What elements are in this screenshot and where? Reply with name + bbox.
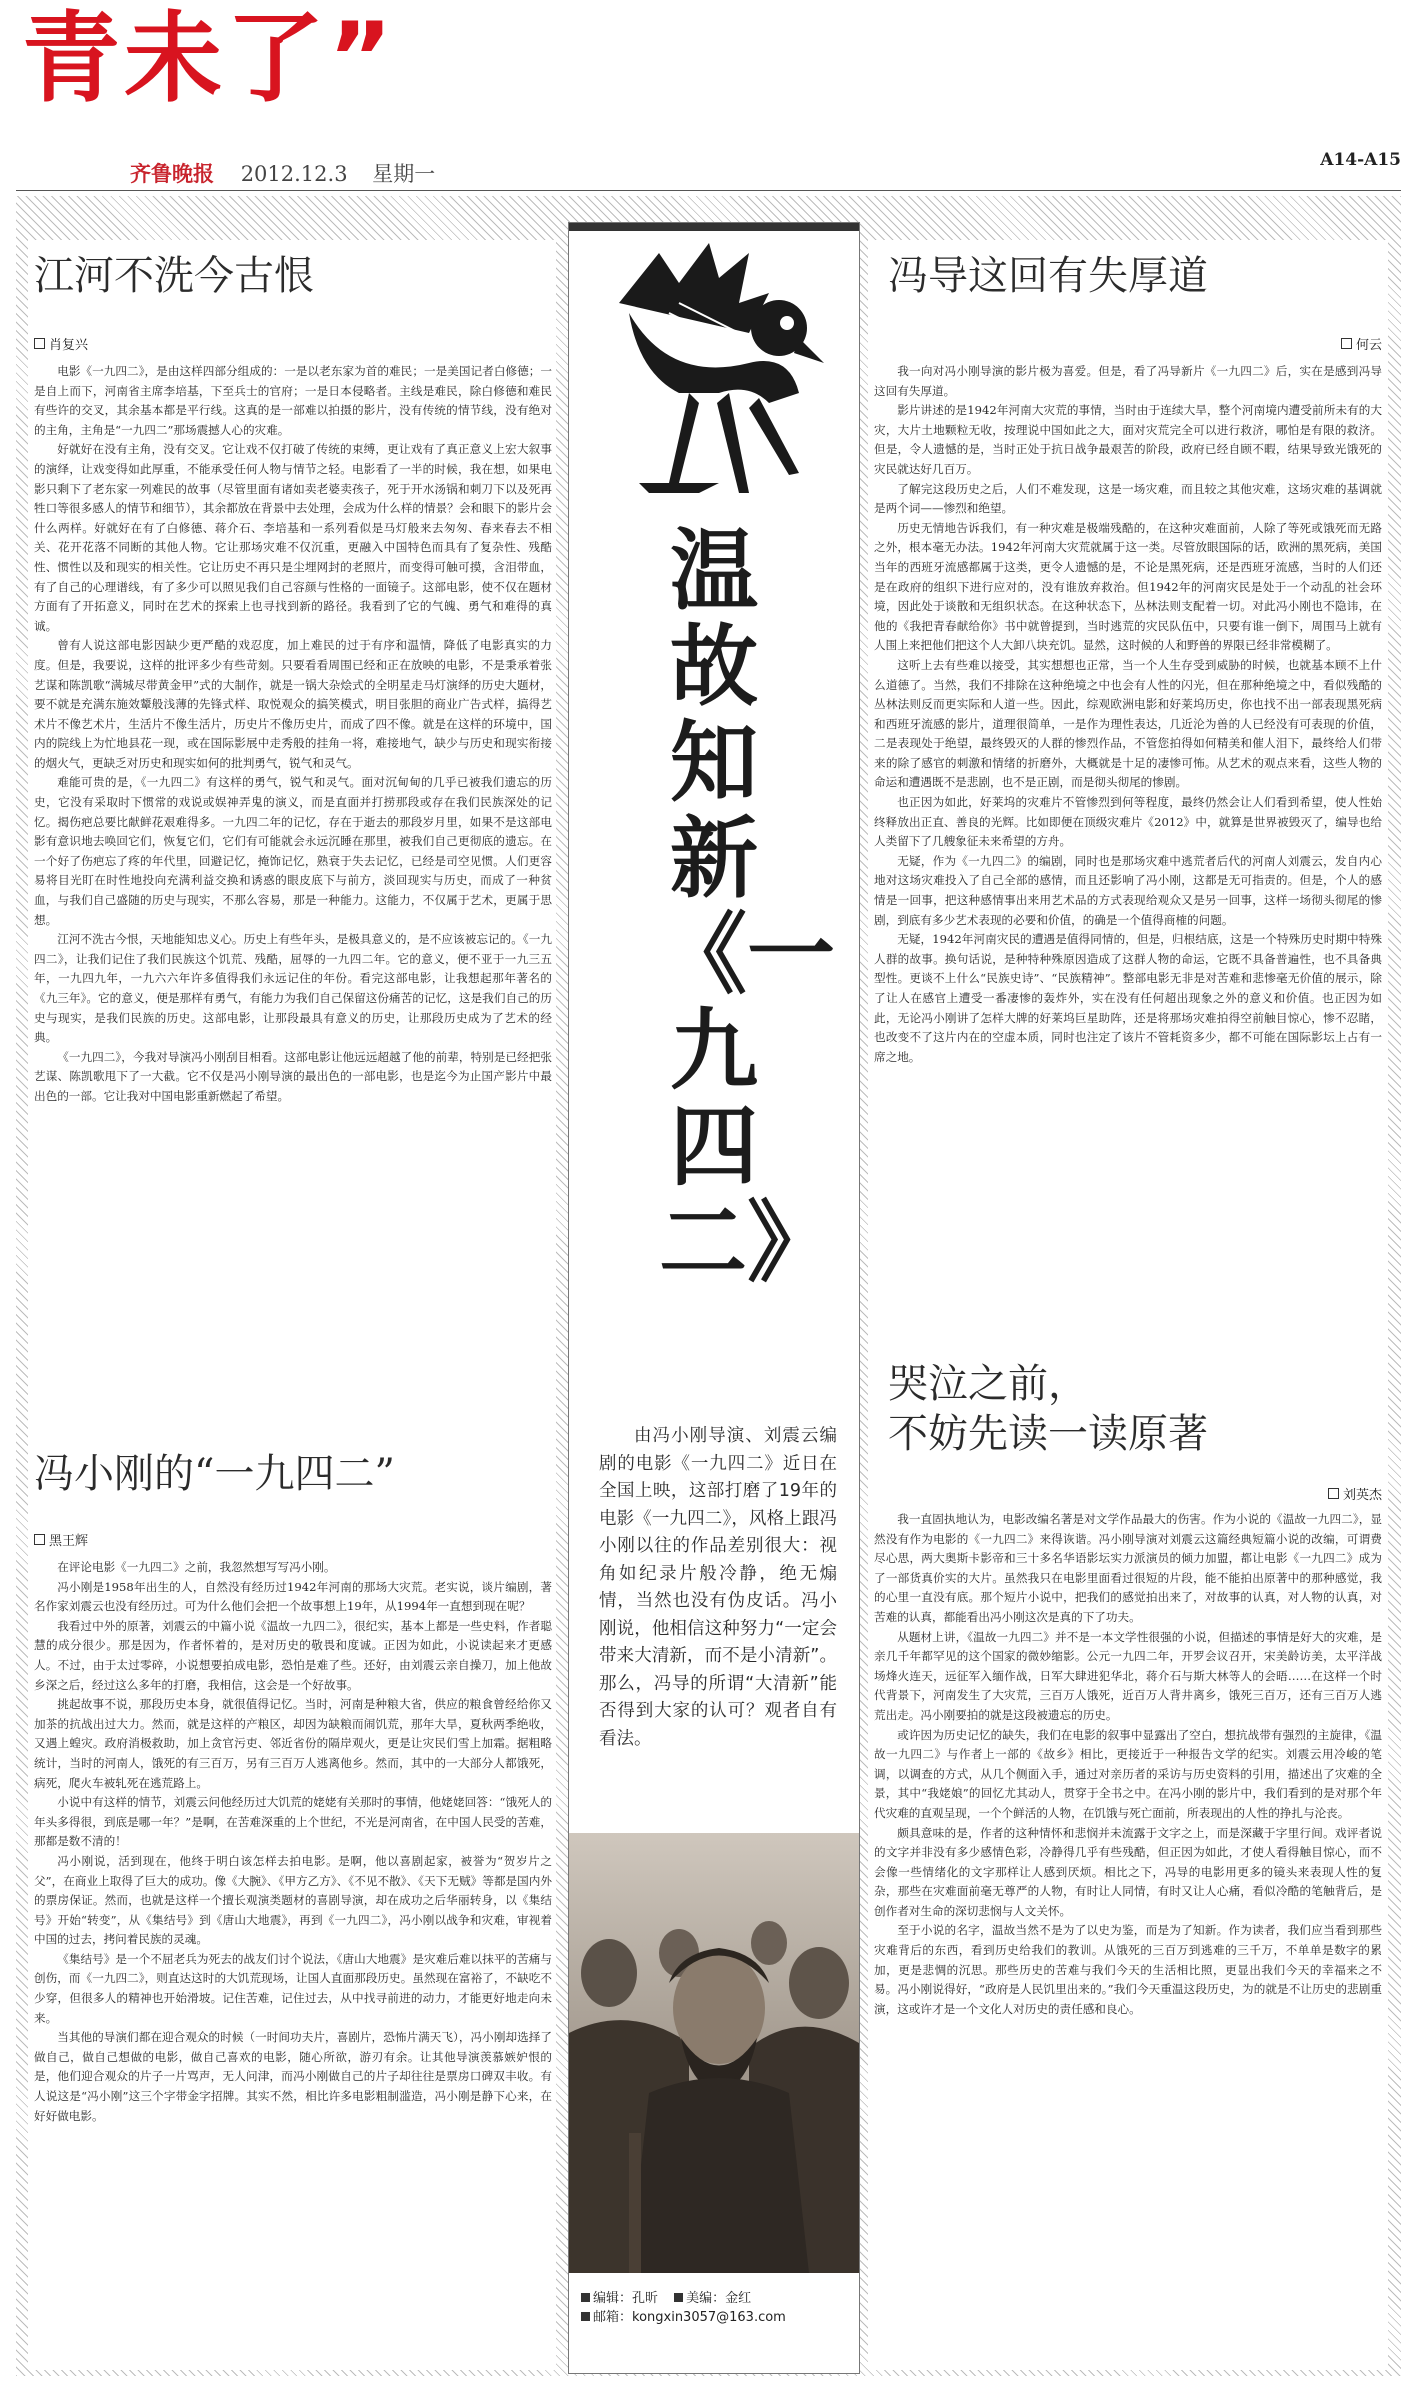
credit-box-icon (581, 2293, 590, 2302)
article-body (874, 1510, 1382, 2360)
paragraph: 从题材上讲，《温故一九四二》并不是一本文学性很强的小说，但描述的事情是好大的灾难，是亲几千年都罕见的这个国家的微妙缩影。公元一九四二年，开罗会议召开，宋美龄访美，太平洋战场烽火连天，远征军入缅作战，日军大肆进犯华北，蒋介石与斯大林等人的会晤……在这样一个时代背景下，河南发生了大灾荒，三百万人饿死，近百万人背井离乡，饿死三百万，还有三百万人逃荒出走。冯小刚要拍的就是这段被遗忘的历史。 (874, 1629, 1382, 1722)
author-name: 何云 (1355, 338, 1382, 353)
author-name: 刘英杰 (1342, 1488, 1382, 1503)
article-author (34, 1530, 88, 1549)
author-name: 黑王辉 (49, 1534, 89, 1549)
byline-box-icon (1341, 338, 1352, 349)
paragraph: 或许因为历史记忆的缺失，我们在电影的叙事中显露出了空白，想抗战带有强烈的主旋律，《温故一九四二》与作者上一部的《故乡》相比，更接近于一种报告文学的纪实。刘震云用冷峻的笔调，以调查的方式，从几个侧面入手，通过对亲历者的采访与历史资料的引用，描述出了灾难的全景，其中“我姥娘”的回忆尤其动人，贯穿于全书之中。在冯小刚的影片中，我们看到的是对那个年代灾难的直观呈现，一个个鲜活的人物，在饥饿与死亡面前，所表现出的人性的挣扎与沦丧。 (874, 1727, 1382, 1820)
paragraph: 江河不洗古今恨，天地能知忠义心。历史上有些年头，是极具意义的，是不应该被忘记的。《一九四二》，让我们记住了我们民族这个饥荒、残酷，屈辱的一九四二年。它的意义，便不亚于一九三五年，一九四九年，一九六六年许多值得我们永远记住的年份。看完这部电影，让我想起那年著名的《九三年》。它的意义，便是那样有勇气，有能力为我们自己保留这份痛苦的记忆，这是我们自己的历史与现实，是我们民族的历史。这部电影，让那段最具有意义的历史，让那段历史成为了艺术的经典。 (34, 932, 552, 1045)
issue-date: 2012.12.3 (240, 162, 348, 186)
paragraph: 历史无情地告诉我们，有一种灾难是极端残酷的，在这种灾难面前，人除了等死或饿死而无路之外，根本毫无办法。1942年河南大灾荒就属于这一类。尽管放眼国际的话，欧洲的黑死病，美国当年的西班牙流感都属于这类，更令人遗憾的是，不论是黑死病，还是西班牙流感，当时的人们还是在政府的组织下进行应对的，没有谁放弃救治。但1942年的河南灾民是处于一个动乱的社会环境，因此处于谈散和无组织状态。在这种状态下，丛林法则支配着一切。对此冯小刚也不隐讳，在他的《我把青春献给你》书中就曾提到，当时逃荒的灾民队伍中，只要有谁一倒下，周围马上就有人围上来把他们把这个人大卸八块充饥。显然，这时候的人和野兽的界限已经非常模糊了。 (874, 520, 1382, 653)
byline-box-icon (1328, 1488, 1339, 1499)
paragraph: 我一直固执地认为，电影改编名著是对文学作品最大的伤害。作为小说的《温故一九四二》，显然没有作为电影的《一九四二》来得诙谐。冯小刚导演对刘震云这篇经典短篇小说的改编，可谓费尽心思，两大奥斯卡影帝和三十多名华语影坛实力派演员的倾力加盟，都让电影《一九四二》成为了一部货真价实的大片。虽然我只在电影里面看过很短的片段，能不能拍出原著中的那种感觉，我的心里一直没有底。那个短片小说中，把我们的感觉拍出来了，对故事的认真，对人物的认真，对苦难的认真，都能看出冯小刚这次是真的下了功夫。 (874, 1512, 1382, 1624)
paragraph: 这听上去有些难以接受，其实想想也正常，当一个人生存受到威胁的时候，也就基本顾不上什么道德了。当然，我们不排除在这种绝境之中也会有人性的闪光，但在那种绝境之中，看似残酷的丛林法则反而更实际和人道一些。因此，综观欧洲电影和好莱坞历史，你也找不出一部表现黑死病和西班牙流感的影片，道理很简单，一是作为理性表达，几近沦为兽的人已经没有可表现的价值，二是表现处于绝望，最终毁灭的人群的惨烈作品，不管您拍得如何精美和催人泪下，最终给人们带来的除了感官的刺激和情绪的折磨外，大概就是十足的凄惨可怖。从艺术的观点来看，这些人物的命运和遭遇既不是悲剧，也不是正剧，而是彻头彻尾的惨剧。 (874, 657, 1382, 790)
article-title-line-1: 哭泣之前， (888, 1361, 1088, 1407)
paragraph: 冯小刚是1958年出生的人，自然没有经历过1942年河南的那场大灾荒。老实说，谈片编剧，著名作家刘震云也没有经历过。可为什么他们会把一个故事想上19年，从1994年一直想到现在呢？ (34, 1579, 552, 1614)
byline-box-icon (34, 338, 45, 349)
article-title: 江河不洗今古恨 (34, 253, 314, 299)
paragraph: 小说中有这样的情节，刘震云问他经历过大饥荒的姥姥有关那时的事情，他姥姥回答：“饿死人的年头多得很，到底是哪一年？”是啊，在苦难深重的上个世纪，不光是河南省，在中国人民受的苦难，那都是数不清的！ (34, 1795, 552, 1849)
article-title: 冯小刚的“一九四二” (34, 1451, 395, 1497)
paragraph: 冯小刚说，活到现在，他终于明白该怎样去拍电影。是啊，他以喜剧起家，被誉为“贺岁片之父”，在商业上取得了巨大的成功。像《大腕》、《甲方乙方》、《不见不散》、《天下无贼》等都是国内外的票房保证。然而，也就是这样一个擅长观演类题材的喜剧导演，却在成功之后华丽转身，以《集结号》开始“转变”，从《集结号》到《唐山大地震》，再到《一九四二》，冯小刚以战争和灾难，审视着中国的过去，拷问着民族的灵魂。 (34, 1853, 552, 1947)
article-author (34, 334, 88, 353)
article-title-line-2: 不妨先读一读原著 (888, 1411, 1208, 1457)
editor-name: 编辑：孔昕 (593, 2291, 659, 2306)
paragraph: 颇具意味的是，作者的这种情怀和悲悯并未流露于文字之上，而是深藏于字里行间。戏评者说的文字并非没有多少感情色彩，冷静得几乎有些残酷，但正因为如此，才使人看得触目惊心，而不会像一些情绪化的文字那样让人感到厌烦。相比之下，冯导的电影用更多的镜头来表现人性的复杂，那些在灾难面前毫无尊严的人物，有时让人同情，有时又让人心痛，看似冷酷的笔触背后，是创作者对生命的深切悲悯与人文关怀。 (874, 1825, 1382, 1918)
editor-credits (581, 2289, 786, 2327)
feature-intro: 由冯小刚导演、刘震云编剧的电影《一九四二》近日在全国上映，这部打磨了19年的电影《一九四二》，风格上跟冯小刚以往的作品差别很大：视角如纪录片般冷静，绝无煽情，当然也没有伪皮话。冯小刚说，他相信这种努力“一定会带来大清新，而不是小清新”。那么，冯导的所谓“大清新”能否得到大家的认可？观者自有看法。 (599, 1426, 837, 1749)
woodcut-creature-illustration (599, 243, 829, 533)
film-still-photo (569, 1833, 859, 2273)
paragraph: 也正因为如此，好莱坞的灾难片不管惨烈到何等程度，最终仍然会让人们看到希望，使人性始终释放出正直、善良的光辉。比如即便在顶级灾难片《2012》中，就算是世界被毁灭了，编导也给人类留下了几艘象征未来希望的方舟。 (874, 795, 1382, 849)
author-name: 肖复兴 (49, 338, 89, 353)
paragraph: 好就好在没有主角，没有交叉。它让戏不仅打破了传统的束缚，更让戏有了真正意义上宏大叙事的演绎，让戏变得如此厚重，不能承受任何人物与情节之轻。电影看了一半的时候，我在想，如果电影只剩下了老东家一列难民的故事（尽管里面有诸如卖老婆卖孩子，死于开水汤锅和刺刀下以及死再牲口等很多感人的情节和细节），其余都放在背景中去处理，会成为什么样的情景？会和眼下的影片会什么两样。好就好在有了白修德、蒋介石、李培基和一系列看似是马灯般来去匆匆、春来春去不相关、花开花落不同断的其他人物。它让那场灾难不仅沉重，更融入中国特色而具有了复杂性、残酷性、惯性以及和现实的相关性。它让历史不再只是尘埋网封的老照片，而变得可触可摸，含泪带血，有了自己的心理谱线，有了多少可以照见我们自己容颜与性格的一面镜子。这部电影，使不仅在题材方面有了开拓意义，同时在艺术的探索上也寻找到新的路径。我看到了它的气魄、勇气和难得的真诚。 (34, 442, 552, 633)
paragraph: 挑起故事不说，那段历史本身，就很值得记忆。当时，河南是种粮大省，供应的粮食曾经给你又加茶的抗战出过大力。然而，就是这样的产粮区，却因为缺粮而闹饥荒，那年大旱，夏秋两季绝收，又遇上蝗灾。政府消极救助，加上贪官污吏、邻近省份的隔岸观火，更是让灾民们雪上加霜。据粗略统计，当时的河南人，饿死的有三百万，另有三百万人逃离他乡。然而，其中的一大部分人都饿死，病死，爬火车被轧死在逃荒路上。 (34, 1697, 552, 1790)
credit-box-icon (581, 2312, 590, 2321)
article-author (1328, 1484, 1382, 1503)
paragraph: 了解完这段历史之后，人们不难发现，这是一场灾难，而且较之其他灾难，这场灾难的基调就是两个词——惨烈和绝望。 (874, 481, 1382, 516)
paragraph: 在评论电影《一九四二》之前，我忽然想写写冯小刚。 (57, 1560, 336, 1574)
feature-headline: 温故知新《一九四二》 (659, 519, 836, 1294)
editor-email: 邮箱：kongxin3057@163.com (593, 2310, 786, 2325)
paragraph: 我看过中外的原著，刘震云的中篇小说《温故一九四二》，很纪实，基本上都是一些史料，作者聪慧的成分很少。那是因为，作者怀着的，是对历史的敬畏和度诚。正因为如此，小说读起来才更感人。不过，由于太过零碎，小说想要拍成电影，恐怕是难了些。还好，由刘震云亲自操刀，加上他故乡深之后，经过这么多年的打磨，我相信，这会是一个好故事。 (34, 1618, 552, 1692)
paragraph: 无疑，作为《一九四二》的编剧，同时也是那场灾难中逃荒者后代的河南人刘震云，发自内心地对这场灾难投入了自己全部的感情，而且还影响了冯小刚，这都是无可指责的。但是，个人的感情是一回事，把这种感情事出来用艺术品的方式表现给观众又是另一回事，这样一场彻头彻尾的惨剧，到底有多少艺术表现的必要和价值，的确是一个值得商榷的问题。 (874, 853, 1382, 927)
article-author (1341, 334, 1382, 353)
paper-name: 齐鲁晚报 (130, 161, 214, 186)
paragraph: 我一向对冯小刚导演的影片极为喜爱。但是，看了冯导新片《一九四二》后，实在是感到冯导这回有失厚道。 (874, 364, 1382, 398)
paragraph: 至于小说的名字，温故当然不是为了以史为鉴，而是为了知新。作为读者，我们应当看到那些灾难背后的东西，看到历史给我们的教训。从饿死的三百万到逃难的三千万，不单单是数字的累加，更是悲惆的沉思。那些历史的苦难与我们今天的生活相比照，更显出我们今天的幸福来之不易。冯小刚说得好，“政府是人民饥里出来的。”我们今天重温这段历史，为的就是不让历史的悲剧重演，这或许才是一个文化人对历史的责任感和良心。 (874, 1923, 1382, 2016)
paragraph: 电影《一九四二》，是由这样四部分组成的：一是以老东家为首的难民；一是美国记者白修德；一是自上而下，河南省主席李培基，下至兵士的官府；一是日本侵略者。主线是难民，除白修德和难民有些许的交叉，其余基本都是平行线。这真的是一部难以拍摄的影片，没有传统的情节线，没有绝对的主角，主角是“一九四二”那场震撼人心的灾难。 (34, 364, 552, 437)
center-feature-panel (568, 222, 860, 2374)
paragraph: 《一九四二》，今我对导演冯小刚刮目相看。这部电影让他远远超越了他的前辈，特别是已经把张艺谋、陈凯歌甩下了一大截。它不仅是冯小刚导演的最出色的一部电影，也是迄今为止国产影片中最出色的一部。它让我对中国电影重新燃起了希望。 (34, 1049, 552, 1103)
center-top-bar (569, 223, 859, 231)
credit-box-icon (674, 2293, 683, 2302)
article-body (34, 1558, 552, 2358)
article-body (34, 362, 552, 1492)
paragraph: 难能可贵的是，《一九四二》有这样的勇气，锐气和灵气。面对沉甸甸的几乎已被我们遗忘的历史，它没有采取时下惯常的戏说或娱神弄鬼的演义，而是直面并打捞那段或存在我们民族深处的记忆。揭伤疤总要比献鲜花艰难得多。一九四二年的记忆，存在于逝去的那段岁月里，如果不是这部电影有意识地去唤回它们，恢复它们，它们有可能就会永远沉睡在那里，被我们自己更彻底的遗忘。在一个好了伤疤忘了疼的年代里，回避记忆，掩饰记忆，熟衰于失去记忆，已经是司空见惯。人们更容易将目光盯在时性地投向充满利益交换和诱惑的眼皮底下与前方，淡回现实与历史，而成了一种贫血，与我们自己盛随的历史与现实，不那么容易，那是一种能力。这能力，不仅属于艺术，更属于思想。 (34, 775, 552, 927)
paragraph: 曾有人说这部电影因缺少更严酷的戏忍度，加上难民的过于有序和温情，降低了电影真实的力度。但是，我要说，这样的批评多少有些苛刻。只要看看周围已经和正在放映的电影，不是秉承着张艺谋和陈凯歌“满城尽带黄金甲”式的大制作，就是一锅大杂烩式的全明星走马灯演绎的历史大题材，要不就是充满东施效颦般浅薄的先锋式样、取悦观众的搞笑模式，明目张胆的商业广告式样，搞得艺术片不像艺术片，生活片不像生活片，历史片不像历史片，而成了四不像。就是在这样的环境中，国内的院线上为忙地县花一现，或在国际影展中走秀般的挂角一将，难接地气，缺少与历史和现实衔接的烟火气，更缺乏对历史和现实如何的批判勇气，锐气和灵气。 (34, 638, 552, 770)
article-body (874, 362, 1382, 1432)
paragraph: 无疑，1942年河南灾民的遭遇是值得同情的，但是，归根结底，这是一个特殊历史时期中特殊人群的故事。换句话说，是种特种殊原因造成了这群人物的命运，它既不具备普遍性，也不具备典型性。更谈不上什么“民族史诗”、“民族精神”。整部电影无非是对苦难和悲惨毫无价值的展示，除了让人在感官上遭受一番凄惨的轰炸外，实在没有任何超出现象之外的意义和价值。也正因为如此，无论冯小刚讲了怎样大牌的好莱坞巨星助阵，还是将那场灾难拍得空前触目惊心，惨不忍睹，也改变不了这片内在的空虚本质，同时也注定了该片不管耗资多少，都不可能在国际影坛上占有一席之地。 (874, 932, 1382, 1064)
paragraph: 《集结号》是一个不屈老兵为死去的战友们讨个说法，《唐山大地震》是灾难后难以抹平的苦痛与创伤，而《一九四二》，则直达这时的大饥荒现场，让国人直面那段历史。虽然现在富裕了，不缺吃不少穿，但很多人的精神也开始滑坡。记住苦难，记住过去，从中找寻前进的动力，才能更好地走向未来。 (34, 1951, 552, 2025)
article-title: 冯导这回有失厚道 (888, 253, 1208, 299)
byline-box-icon (34, 1534, 45, 1545)
left-column (28, 240, 556, 2370)
issue-weekday: 星期一 (372, 162, 436, 186)
dateline (130, 158, 435, 188)
right-column (868, 240, 1388, 2370)
section-masthead: 青未了” (22, 2, 397, 116)
page-code: A14-A15 (1320, 150, 1401, 170)
paragraph: 影片讲述的是1942年河南大灾荒的事情，当时由于连续大旱，整个河南境内遭受前所未有的大灾，大片土地颗粒无收，按理说中国如此之大，面对灾荒完全可以进行救济，哪怕是有限的救济。但是，令人遗憾的是，当时正处于抗日战争最艰苦的阶段，政府已经自顾不暇，结果导致光饿死的灾民就达好几百万。 (874, 403, 1382, 476)
paragraph: 当其他的导演们都在迎合观众的时候（一时间功夫片，喜剧片，恐怖片满天飞），冯小刚却选择了做自己，做自己想做的电影，做自己喜欢的电影，随心所欲，游刃有余。让其他导演羡慕嫉妒恨的是，他们迎合观众的片子一片骂声，无人问津，而冯小刚做自己的片子却往往是票房口碑双丰收。有人说这是“冯小刚”这三个字带金字招牌。其实不然，相比许多电影粗制滥造，冯小刚是静下心来，在好好做电影。 (34, 2030, 552, 2123)
header-rule (16, 190, 1401, 191)
designer-name: 美编：金红 (686, 2291, 752, 2306)
